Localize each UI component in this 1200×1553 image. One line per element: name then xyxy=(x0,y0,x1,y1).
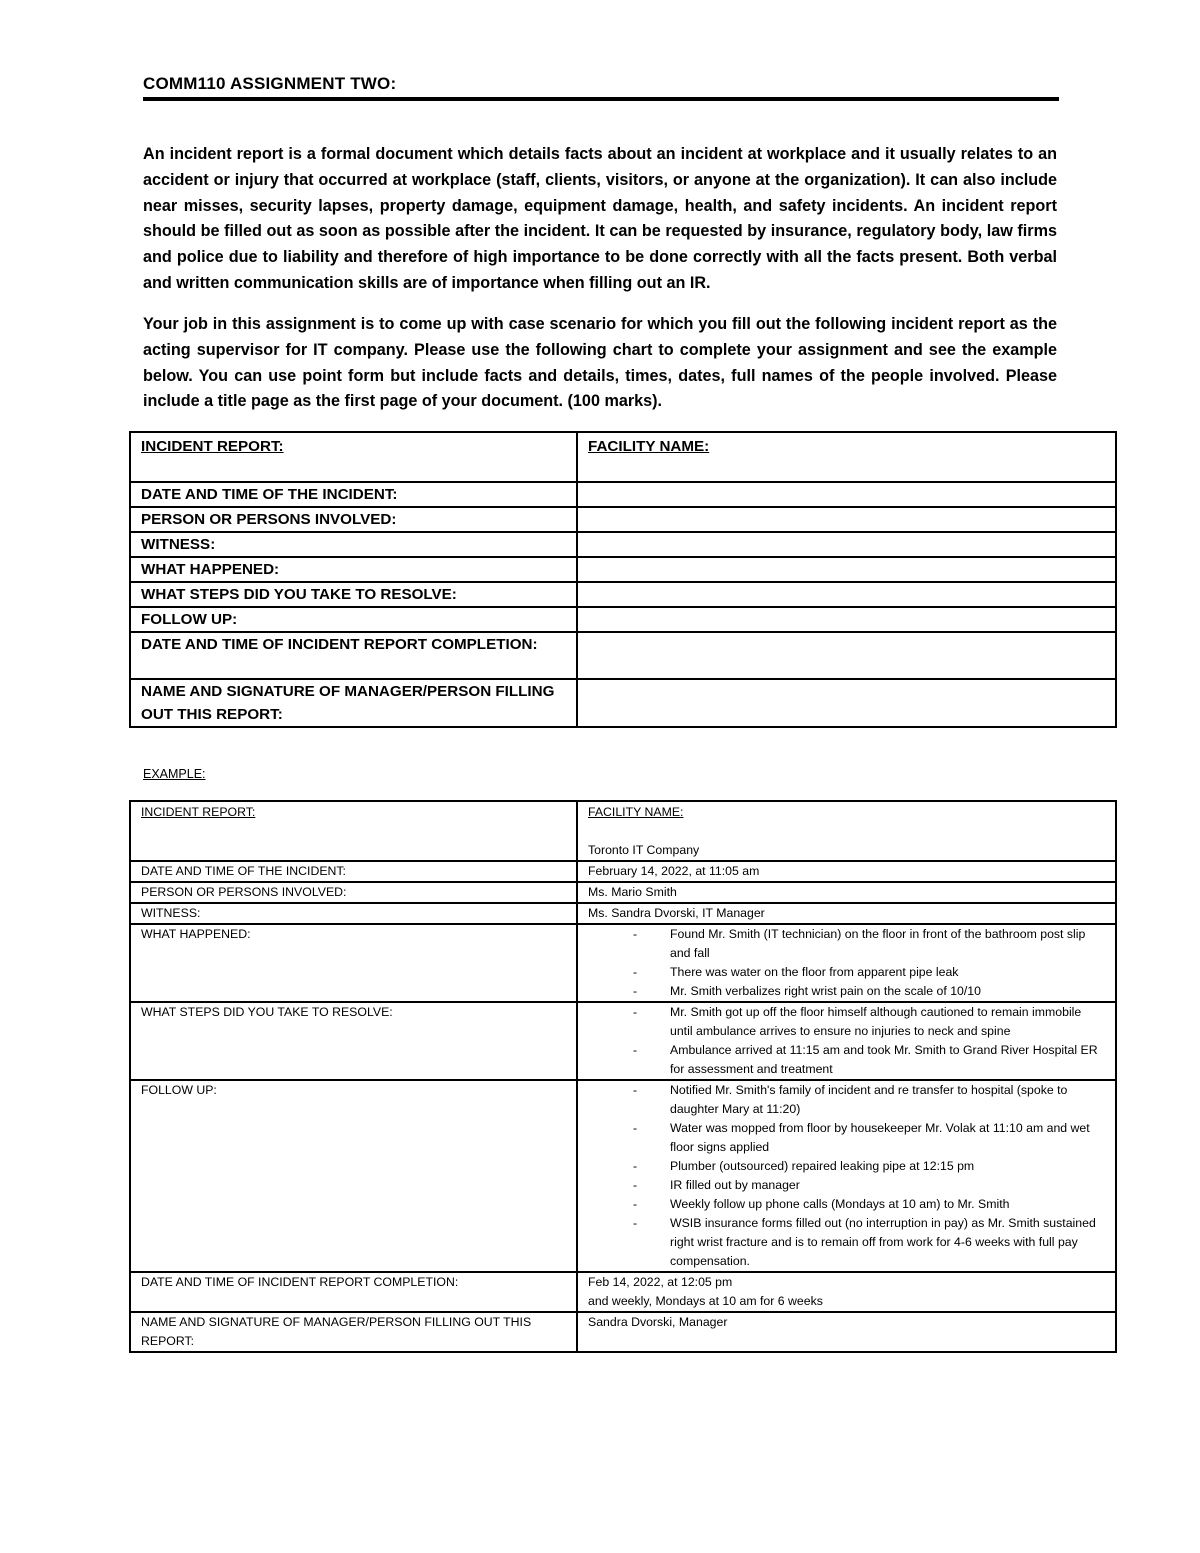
form-row xyxy=(130,607,1116,632)
example-completion-line-2: and weekly, Mondays at 10 am for 6 weeks xyxy=(588,1294,823,1308)
example-row xyxy=(130,1002,1116,1080)
example-report-table xyxy=(129,800,1117,1353)
example-row-value: Ms. Sandra Dvorski, IT Manager xyxy=(577,903,1116,924)
example-row xyxy=(130,882,1116,903)
example-completion-cell xyxy=(577,1272,1116,1312)
form-row-label: DATE AND TIME OF INCIDENT REPORT COMPLETION: xyxy=(130,632,577,679)
list-item: - WSIB insurance forms filled out (no interruption in pay) as Mr. Smith sustained right wrist fracture and is to remain off from work for 4-6 weeks with full pay compensation. xyxy=(670,1214,1105,1271)
example-signature-value: Sandra Dvorski, Manager xyxy=(577,1312,1116,1352)
example-row xyxy=(130,924,1116,1002)
form-row-label: WHAT STEPS DID YOU TAKE TO RESOLVE: xyxy=(130,582,577,607)
form-row-input-cell[interactable] xyxy=(577,557,1116,582)
form-row xyxy=(130,507,1116,532)
form-row-input-cell[interactable] xyxy=(577,679,1116,727)
form-row-input-cell[interactable] xyxy=(577,632,1116,679)
form-row xyxy=(130,557,1116,582)
form-facility-name-cell[interactable] xyxy=(577,432,1116,482)
example-steps-list-cell xyxy=(577,1002,1116,1080)
form-row xyxy=(130,632,1116,679)
form-row xyxy=(130,532,1116,557)
list-item: - Mr. Smith verbalizes right wrist pain on the scale of 10/10 xyxy=(670,982,1105,1001)
example-row xyxy=(130,1080,1116,1272)
form-incident-report-heading: INCIDENT REPORT: xyxy=(130,432,577,482)
example-row-label: PERSON OR PERSONS INVOLVED: xyxy=(130,882,577,903)
example-row-label: NAME AND SIGNATURE OF MANAGER/PERSON FILLING OUT THIS REPORT: xyxy=(130,1312,577,1352)
example-incident-report-heading: INCIDENT REPORT: xyxy=(130,801,577,861)
example-label: EXAMPLE: xyxy=(143,767,206,781)
form-header-row xyxy=(130,432,1116,482)
example-row xyxy=(130,1312,1116,1352)
list-item: - Found Mr. Smith (IT technician) on the floor in front of the bathroom post slip and fall xyxy=(670,925,1105,963)
form-row-input-cell[interactable] xyxy=(577,532,1116,557)
form-row-label: NAME AND SIGNATURE OF MANAGER/PERSON FILLING OUT THIS REPORT: xyxy=(130,679,577,727)
list-item: - Mr. Smith got up off the floor himself although cautioned to remain immobile until ambulance arrives to ensure no injuries to neck and spine xyxy=(670,1003,1105,1041)
example-row xyxy=(130,903,1116,924)
example-facility-value: Toronto IT Company xyxy=(588,843,700,857)
form-row-label: DATE AND TIME OF THE INCIDENT: xyxy=(130,482,577,507)
form-row-input-cell[interactable] xyxy=(577,607,1116,632)
list-item: - Ambulance arrived at 11:15 am and took Mr. Smith to Grand River Hospital ER for assessment and treatment xyxy=(670,1041,1105,1079)
form-row-input-cell[interactable] xyxy=(577,582,1116,607)
intro-paragraph-2: Your job in this assignment is to come up with case scenario for which you fill out the following incident report as the acting supervisor for IT company. Please use the following chart to complete your assignment and see the example below. You can use point form but include facts and details, times, dates, full names of the people involved. Please include a title page as the first page of your document. (100 marks). xyxy=(143,315,1057,411)
form-row-label: WITNESS: xyxy=(130,532,577,557)
example-row-label: DATE AND TIME OF THE INCIDENT: xyxy=(130,861,577,882)
document-title: COMM110 ASSIGNMENT TWO: xyxy=(143,74,397,93)
example-row-label: DATE AND TIME OF INCIDENT REPORT COMPLETION: xyxy=(130,1272,577,1312)
example-row-value: Ms. Mario Smith xyxy=(577,882,1116,903)
form-row-input-cell[interactable] xyxy=(577,507,1116,532)
form-row xyxy=(130,582,1116,607)
list-item: - Water was mopped from floor by housekeeper Mr. Volak at 11:10 am and wet floor signs applied xyxy=(670,1119,1105,1157)
form-row-input-cell[interactable] xyxy=(577,482,1116,507)
follow-up-list xyxy=(588,1081,1105,1271)
list-item: - Notified Mr. Smith's family of incident and re transfer to hospital (spoke to daughter Mary at 11:20) xyxy=(670,1081,1105,1119)
example-row-label: FOLLOW UP: xyxy=(130,1080,577,1272)
intro-paragraph-1: An incident report is a formal document which details facts about an incident at workplace and it usually relates to an accident or injury that occurred at workplace (staff, clients, visitors, or anyone at the organization). It can also include near misses, security lapses, property damage, equipment damage, health, and safety incidents. An incident report should be filled out as soon as possible after the incident. It can be requested by insurance, regulatory body, law firms and police due to liability and therefore of high importance to be done correctly with all the facts present. Both verbal and written communication skills are of importance when filling out an IR. xyxy=(143,145,1057,292)
steps-list xyxy=(588,1003,1105,1079)
form-row xyxy=(130,679,1116,727)
example-row-label: WHAT HAPPENED: xyxy=(130,924,577,1002)
form-row-label: FOLLOW UP: xyxy=(130,607,577,632)
form-facility-name-heading: FACILITY NAME: xyxy=(588,438,710,455)
example-what-happened-list-cell xyxy=(577,924,1116,1002)
example-follow-up-list-cell xyxy=(577,1080,1116,1272)
example-row xyxy=(130,861,1116,882)
form-row xyxy=(130,482,1116,507)
example-completion-line-1: Feb 14, 2022, at 12:05 pm xyxy=(588,1275,733,1289)
example-facility-cell xyxy=(577,801,1116,861)
list-item: - IR filled out by manager xyxy=(670,1176,1105,1195)
example-row xyxy=(130,1272,1116,1312)
list-item: - There was water on the floor from apparent pipe leak xyxy=(670,963,1105,982)
title-underline-rule xyxy=(143,97,1059,101)
example-header-row xyxy=(130,801,1116,861)
list-item: - Weekly follow up phone calls (Mondays at 10 am) to Mr. Smith xyxy=(670,1195,1105,1214)
example-facility-name-heading: FACILITY NAME: xyxy=(588,805,684,819)
what-happened-list xyxy=(588,925,1105,1001)
list-item: - Plumber (outsourced) repaired leaking pipe at 12:15 pm xyxy=(670,1157,1105,1176)
example-row-value: February 14, 2022, at 11:05 am xyxy=(577,861,1116,882)
form-row-label: WHAT HAPPENED: xyxy=(130,557,577,582)
form-row-label: PERSON OR PERSONS INVOLVED: xyxy=(130,507,577,532)
incident-report-form-table xyxy=(129,431,1117,728)
example-row-label: WITNESS: xyxy=(130,903,577,924)
example-row-label: WHAT STEPS DID YOU TAKE TO RESOLVE: xyxy=(130,1002,577,1080)
